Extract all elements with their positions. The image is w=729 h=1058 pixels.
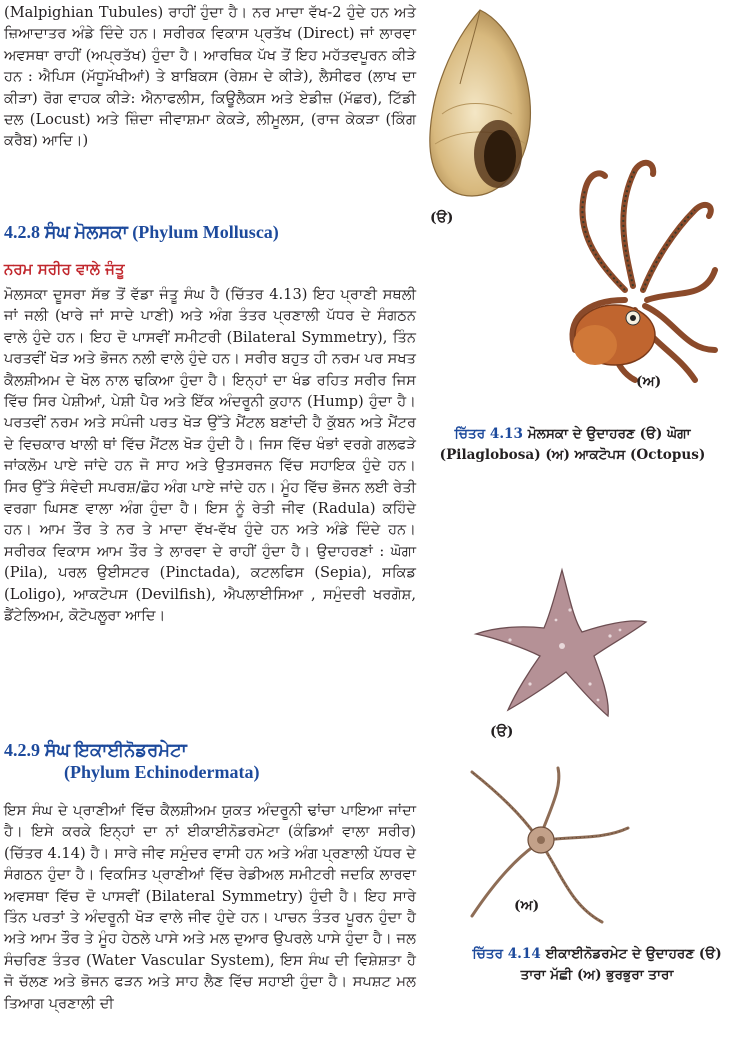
section-heading-mollusca: 4.2.8 ਸੰਘ ਮੋਲਸਕਾ (Phylum Mollusca) <box>4 222 279 242</box>
section-heading-echinodermata-latin: (Phylum Echinodermata) <box>64 762 260 782</box>
figure-4-13-label-a: (ੳ) <box>430 210 454 226</box>
octopus-illustration <box>555 150 725 390</box>
figure-4-14-label-b: (ਅ) <box>514 898 540 914</box>
figure-4-13-caption-text: ਮੋਲਸਕਾ ਦੇ ਉਦਾਹਰਣ (ੳ) ਘੋਗਾ (Pilaglobosa) (ਅ) ਆਕਟੋਪਸ (Octopus) <box>439 426 706 463</box>
figure-4-14-caption-prefix: ਚਿੱਤਰ 4.14 <box>472 946 541 962</box>
figure-4-14-caption-text: ਈਕਾਈਨੋਡਰਮੇਟ ਦੇ ਉਦਾਹਰਣ (ੳ) ਤਾਰਾ ਮੱਛੀ (ਅ) ਭੁਰਭੁਰਾ ਤਾਰਾ <box>520 946 722 983</box>
echinodermata-paragraph: ਇਸ ਸੰਘ ਦੇ ਪ੍ਰਾਣੀਆਂ ਵਿੱਚ ਕੈਲਸ਼ੀਅਮ ਯੁਕਤ ਅੰਦਰੂਨੀ ਢਾਂਚਾ ਪਾਇਆ ਜਾਂਦਾ ਹੈ। ਇਸੇ ਕਰਕੇ ਇਨ੍ਹਾਂ ਦਾ ਨਾਂ ਈਕਾਈਨੋਡਰਮੇਟਾ (ਕੰਡਿਆਂ ਵਾਲਾ ਸਰੀਰ) (ਚਿੱਤਰ 4.14) ਹੈ। ਸਾਰੇ ਜੀਵ ਸਮੁੰਦਰ ਵਾਸੀ ਹਨ ਅਤੇ ਅੰਗ ਪ੍ਰਣਾਲੀ ਪੱਧਰ ਦੇ ਸੰਗਠਨ ਹੁੰਦਾ ਹੈ। ਵਿਕਸਿਤ ਪ੍ਰਾਣੀਆਂ ਵਿੱਚ ਰੇਡੀਅਲ ਸਮੀਟਰੀ ਜਦਕਿ ਲਾਰਵਾ ਅਵਸਥਾ ਵਿੱਚ ਦੋ ਪਾਸਵੀਂ (Bilateral Symmetry) ਹੁੰਦੀ ਹੈ। ਇਹ ਸਾਰੇ ਤਿੰਨ ਪਰਤਾਂ ਤੇ ਅੰਦਰੂਨੀ ਖੋੜ ਵਾਲੇ ਜੀਵ ਹੁੰਦੇ ਹਨ। ਪਾਚਨ ਤੰਤਰ ਪੂਰਨ ਹੁੰਦਾ ਹੈ ਅਤੇ ਆਮ ਤੌਰ ਤੇ ਮੂੰਹ ਹੇਠਲੇ ਪਾਸੇ ਅਤੇ ਮਲ ਦੁਆਰ ਉਪਰਲੇ ਪਾਸੇ ਹੁੰਦਾ ਹੈ। ਜਲ ਸੰਚਰਿਣ ਤੰਤਰ (Water Vascular System), ਇਸ ਸੰਘ ਦੀ ਵਿਸ਼ੇਸ਼ਤਾ ਹੈ ਜੋ ਚੱਲਣ ਅਤੇ ਭੋਜਨ ਫੜਨ ਅਤੇ ਸਾਹ ਲੈਣ ਵਿੱਚ ਸਹਾਈ ਹੁੰਦਾ ਹੈ। ਸਪਸ਼ਟ ਮਲ ਤਿਆਗ ਪ੍ਰਣਾਲੀ ਦੀ <box>4 802 416 1012</box>
subheading-soft-bodied: ਨਰਮ ਸਰੀਰ ਵਾਲੇ ਜੰਤੂ <box>4 260 125 278</box>
starfish-illustration <box>470 560 650 720</box>
section-heading-echinodermata: 4.2.9 ਸੰਘ ਇਕਾਈਨੋਡਰਮੇਟਾ <box>4 740 187 760</box>
brittle-star-illustration <box>462 766 632 926</box>
snail-shell-illustration <box>420 4 540 204</box>
intro-paragraph: (Malpighian Tubules) ਰਾਹੀਂ ਹੁੰਦਾ ਹੈ। ਨਰ ਮਾਦਾ ਵੱਖ-2 ਹੁੰਦੇ ਹਨ ਅਤੇ ਜ਼ਿਆਦਾਤਰ ਅੰਡੇ ਦਿੰਦੇ ਹਨ। ਸਰੀਰਕ ਵਿਕਾਸ ਪ੍ਰਤੱਖ (Direct) ਜਾਂ ਲਾਰਵਾ ਅਵਸਥਾ ਰਾਹੀਂ (ਅਪ੍ਰਤੱਖ) ਹੁੰਦਾ ਹੈ। ਆਰਥਿਕ ਪੱਖ ਤੋਂ ਇਹ ਮਹੱਤਵਪੂਰਨ ਕੀੜੇ ਹਨ : ਐਪਿਸ (ਮੱਧੂਮੱਖੀਆਂ) ਤੇ ਬਾਬਿਕਸ (ਰੇਸ਼ਮ ਦੇ ਕੀੜੇ), ਲੈਸੀਫਰ (ਲਾਖ ਦਾ ਕੀੜਾ) ਰੋਗ ਵਾਹਕ ਕੀੜੇ: ਐਨਾਫਲੀਸ, ਕਿਊਲੈਕਸ ਅਤੇ ਏਡੀਜ਼ (ਮੱਛਰ), ਟਿੱਡੀ ਦਲ (Locust) ਅਤੇ ਜ਼ਿੰਦਾ ਜੀਵਾਸ਼ਮਾ ਕੇਕੜੇ, ਲੀਮੂਲਸ, (ਰਾਜ ਕੇਕੜਾ (ਕਿੰਗ ਕਰੈਬ) ਆਦਿ।) <box>4 4 416 150</box>
figure-4-13-caption <box>420 424 725 466</box>
mollusca-paragraph: ਮੋਲਸਕਾ ਦੂਸਰਾ ਸੱਭ ਤੋਂ ਵੱਡਾ ਜੰਤੂ ਸੰਘ ਹੈ (ਚਿੱਤਰ 4.13) ਇਹ ਪ੍ਰਾਣੀ ਸਥਲੀ ਜਾਂ ਜਲੀ (ਖਾਰੇ ਜਾਂ ਸਾਦੇ ਪਾਣੀ) ਅਤੇ ਅੰਗ ਤੰਤਰ ਪ੍ਰਣਾਲੀ ਪੱਧਰ ਦੇ ਸੰਗਠਨ ਵਾਲੇ ਹੁੰਦੇ ਹਨ। ਇਹ ਦੋ ਪਾਸਵੀਂ ਸਮੀਟਰੀ (Bilateral Symmetry), ਤਿੰਨ ਪਰਤਵੀਂ ਖੋੜ ਅਤੇ ਭੋਜਨ ਨਲੀ ਵਾਲੇ ਹੁੰਦੇ ਹਨ। ਸਰੀਰ ਬਹੁਤ ਹੀ ਨਰਮ ਪਰ ਸਖਤ ਕੈਲਸ਼ੀਅਮ ਦੇ ਖੋਲ ਨਾਲ ਢਕਿਆ ਹੁੰਦਾ ਹੈ। ਇਨ੍ਹਾਂ ਦਾ ਖੰਡ ਰਹਿਤ ਸਰੀਰ ਜਿਸ ਵਿੱਚ ਸਿਰ ਪੇਸ਼ੀਆਂ, ਪੇਸ਼ੀ ਪੈਰ ਅਤੇ ਇੱਕ ਅੰਦਰੂਨੀ ਕੁਹਾਨ (Hump) ਹੁੰਦਾ ਹੈ। ਪਰਤਵੀਂ ਨਰਮ ਅਤੇ ਸਪੰਜੀ ਪਰਤ ਖੋੜ ਉੱਤੇ ਮੈਂਟਲ ਬਣਾਂਦੀ ਹੈ ਕੁੱਬਨ ਅਤੇ ਮੈਂਟਰ ਦੇ ਵਿਚਕਾਰ ਖਾਲੀ ਥਾਂ ਵਿੱਚ ਮੈਂਟਲ ਖੋੜ ਹੁੰਦੀ ਹੈ। ਜਿਸ ਵਿੱਚ ਖੰਭਾਂ ਵਰਗੇ ਗਲਫੜੇ ਜਾਂਕਲੋਮ ਪਾਏ ਜਾਂਦੇ ਹਨ ਜੋ ਸਾਹ ਅਤੇ ਉਤਸਰਜਨ ਵਿੱਚ ਸਹਾਇਕ ਹੁੰਦੇ ਹਨ। ਸਿਰ ਉੱਤੇ ਸੰਵੇਦੀ ਸਪਰਸ਼/ਛੋਹ ਅੰਗ ਪਾਏ ਜਾਂਦੇ ਹਨ। ਮੂੰਹ ਵਿੱਚ ਭੋਜਨ ਲਈ ਰੇਤੀ ਵਰਗਾ ਘਿਸਣ ਵਾਲਾ ਅੰਗ ਹੁੰਦਾ ਹੈ। ਇਸ ਨੂੰ ਰੇਤੀ ਜੀਵ (Radula) ਕਹਿੰਦੇ ਹਨ। ਆਮ ਤੌਰ ਤੇ ਨਰ ਤੇ ਮਾਦਾ ਵੱਖ-ਵੱਖ ਹੁੰਦੇ ਹਨ ਅਤੇ ਅੰਡੇ ਦਿੰਦੇ ਹਨ। ਸਰੀਰਕ ਵਿਕਾਸ ਆਮ ਤੌਰ ਤੇ ਲਾਰਵਾ ਦੇ ਰਾਹੀਂ ਹੁੰਦਾ ਹੈ। ਉਦਾਹਰਣਾਂ : ਘੋਗਾ (Pila), ਪਰਲ ਉਈਸਟਰ (Pinctada), ਕਟਲਫਿਸ (Sepia), ਸਕਿਡ (Loligo), ਆਕਟੋਪਸ (Devilfish), ਐਪਲਾਈਸਿਆ , ਸਮੁੰਦਰੀ ਖਰਗੋਸ਼, ਡੈਂਟੇਲਿਅਮ, ਕੋਟੋਪਲੂਰਾ ਆਦਿ। <box>4 286 416 625</box>
figure-4-14-label-a: (ੳ) <box>490 724 514 740</box>
figure-4-14-caption <box>472 944 722 986</box>
figure-4-13-caption-prefix: ਚਿੱਤਰ 4.13 <box>454 426 523 442</box>
figure-4-13-label-b: (ਅ) <box>636 374 662 390</box>
